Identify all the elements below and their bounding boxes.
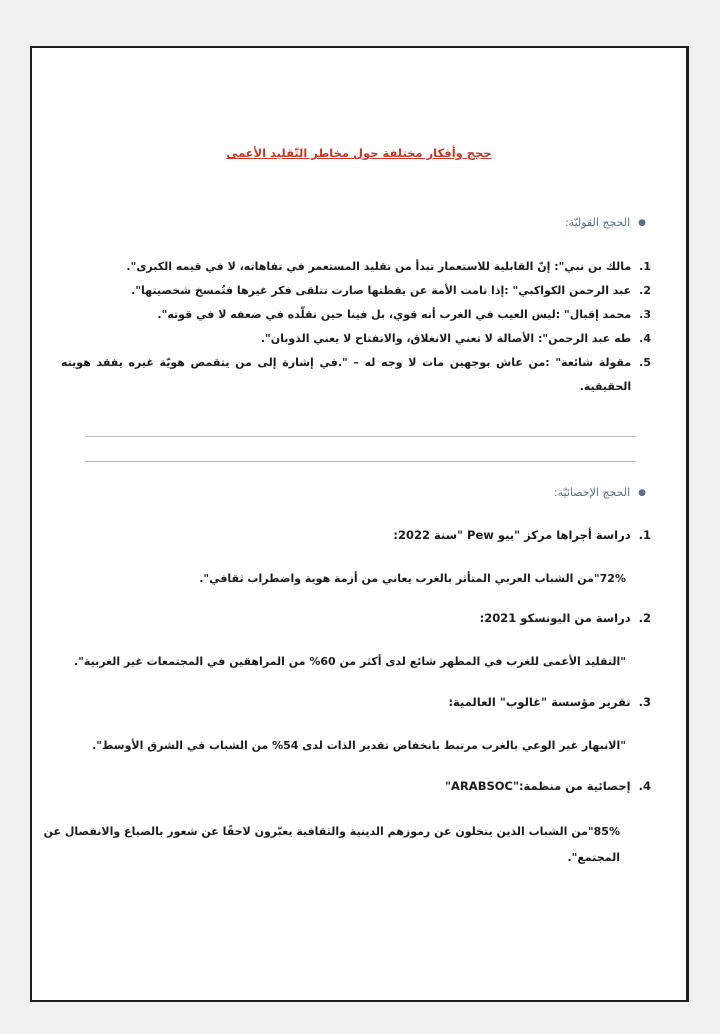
list-text: محمد إقبال" :ليس العيب في الغرب أنه قوي، بل فينا حين نقلّده في ضعفه لا في قوته".: [157, 308, 632, 321]
list-number: 3.: [638, 695, 651, 709]
stat-item-3-title: [448, 695, 651, 709]
list-item-verbal-2: [61, 279, 651, 303]
list-number: 1.: [639, 260, 651, 273]
stat-item-4-title: [445, 779, 651, 793]
stat-title-text: دراسة أجراها مركز "بيو Pew "سنة 2022:: [393, 528, 631, 542]
section-heading-statistical: [554, 486, 646, 499]
section-heading-verbal: [565, 216, 646, 229]
list-number: 2.: [639, 284, 651, 297]
divider: [85, 436, 636, 437]
bullet-icon: ●: [638, 487, 646, 498]
document-page: [30, 46, 689, 1002]
stat-item-3-body: "الانبهار غير الوعي بالغرب مرتبط بانخفاض تقدير الذات لدى 54% من الشباب في الشرق الأوسط".: [92, 739, 626, 752]
section-heading-statistical-text: الحجج الإحصائيّة:: [553, 486, 631, 499]
document-title: حجج وأفكار مختلفة حول مخاطر التّقليد الأعمى: [226, 146, 492, 160]
stat-item-2-title: [480, 611, 651, 625]
stat-title-text: دراسة من اليونسكو 2021:: [479, 611, 631, 625]
stat-item-2-body: "التقليد الأعمى للغرب في المظهر شائع لدى أكثر من 60% من المراهقين في المجتمعات غير الغربية".: [74, 655, 626, 668]
list-item-verbal-4: [61, 327, 651, 351]
stat-title-text: إحصائية من منظمة:"ARABSOC": [445, 779, 631, 793]
stat-item-1-body: 72%"من الشباب العربي المتأثر بالغرب يعاني من أزمة هوية واضطراب ثقافي".: [199, 572, 626, 585]
section-heading-verbal-text: الحجج القوليّة:: [565, 216, 631, 229]
stat-item-4-body: 85%"من الشباب الذين يتخلون عن رموزهم الدينية والثقافية يعبّرون لاحقًا عن شعور بالضياع والانفصال عن المجتمع".: [43, 825, 620, 864]
list-item-verbal-1: [61, 255, 651, 279]
list-number: 4.: [639, 332, 651, 345]
stat-title-text: تقرير مؤسسة "غالوب" العالمية:: [448, 695, 631, 709]
list-text: عبد الرحمن الكواكبي" :إذا نامت الأمة عن يقظتها صارت تتلقى فكر غيرها فتُمسخ شخصيتها".: [131, 284, 632, 297]
list-text: مالك بن نبي": إنّ القابلية للاستعمار تبدأ من تقليد المستعمر في تفاهاته، لا في قيمه الكبرى".: [126, 260, 632, 273]
list-item-verbal-3: [61, 303, 651, 327]
list-number: 4.: [638, 779, 651, 793]
list-item-verbal-5: [61, 351, 651, 399]
list-number: 1.: [638, 528, 651, 542]
bullet-icon: ●: [638, 217, 646, 228]
list-text: مقولة شائعة" :من عاش بوجهين مات لا وجه له – ".في إشارة إلى من يتقمص هويّة غيره يفقد هويته الحقيقية.: [61, 356, 632, 393]
stat-item-1-title: [393, 528, 651, 542]
divider: [85, 461, 636, 462]
list-number: 2.: [638, 611, 651, 625]
list-number: 3.: [639, 308, 651, 321]
list-number: 5.: [639, 356, 651, 369]
list-text: طه عبد الرحمن": الأصالة لا تعني الانغلاق، والانفتاح لا يعني الذوبان".: [260, 332, 632, 345]
